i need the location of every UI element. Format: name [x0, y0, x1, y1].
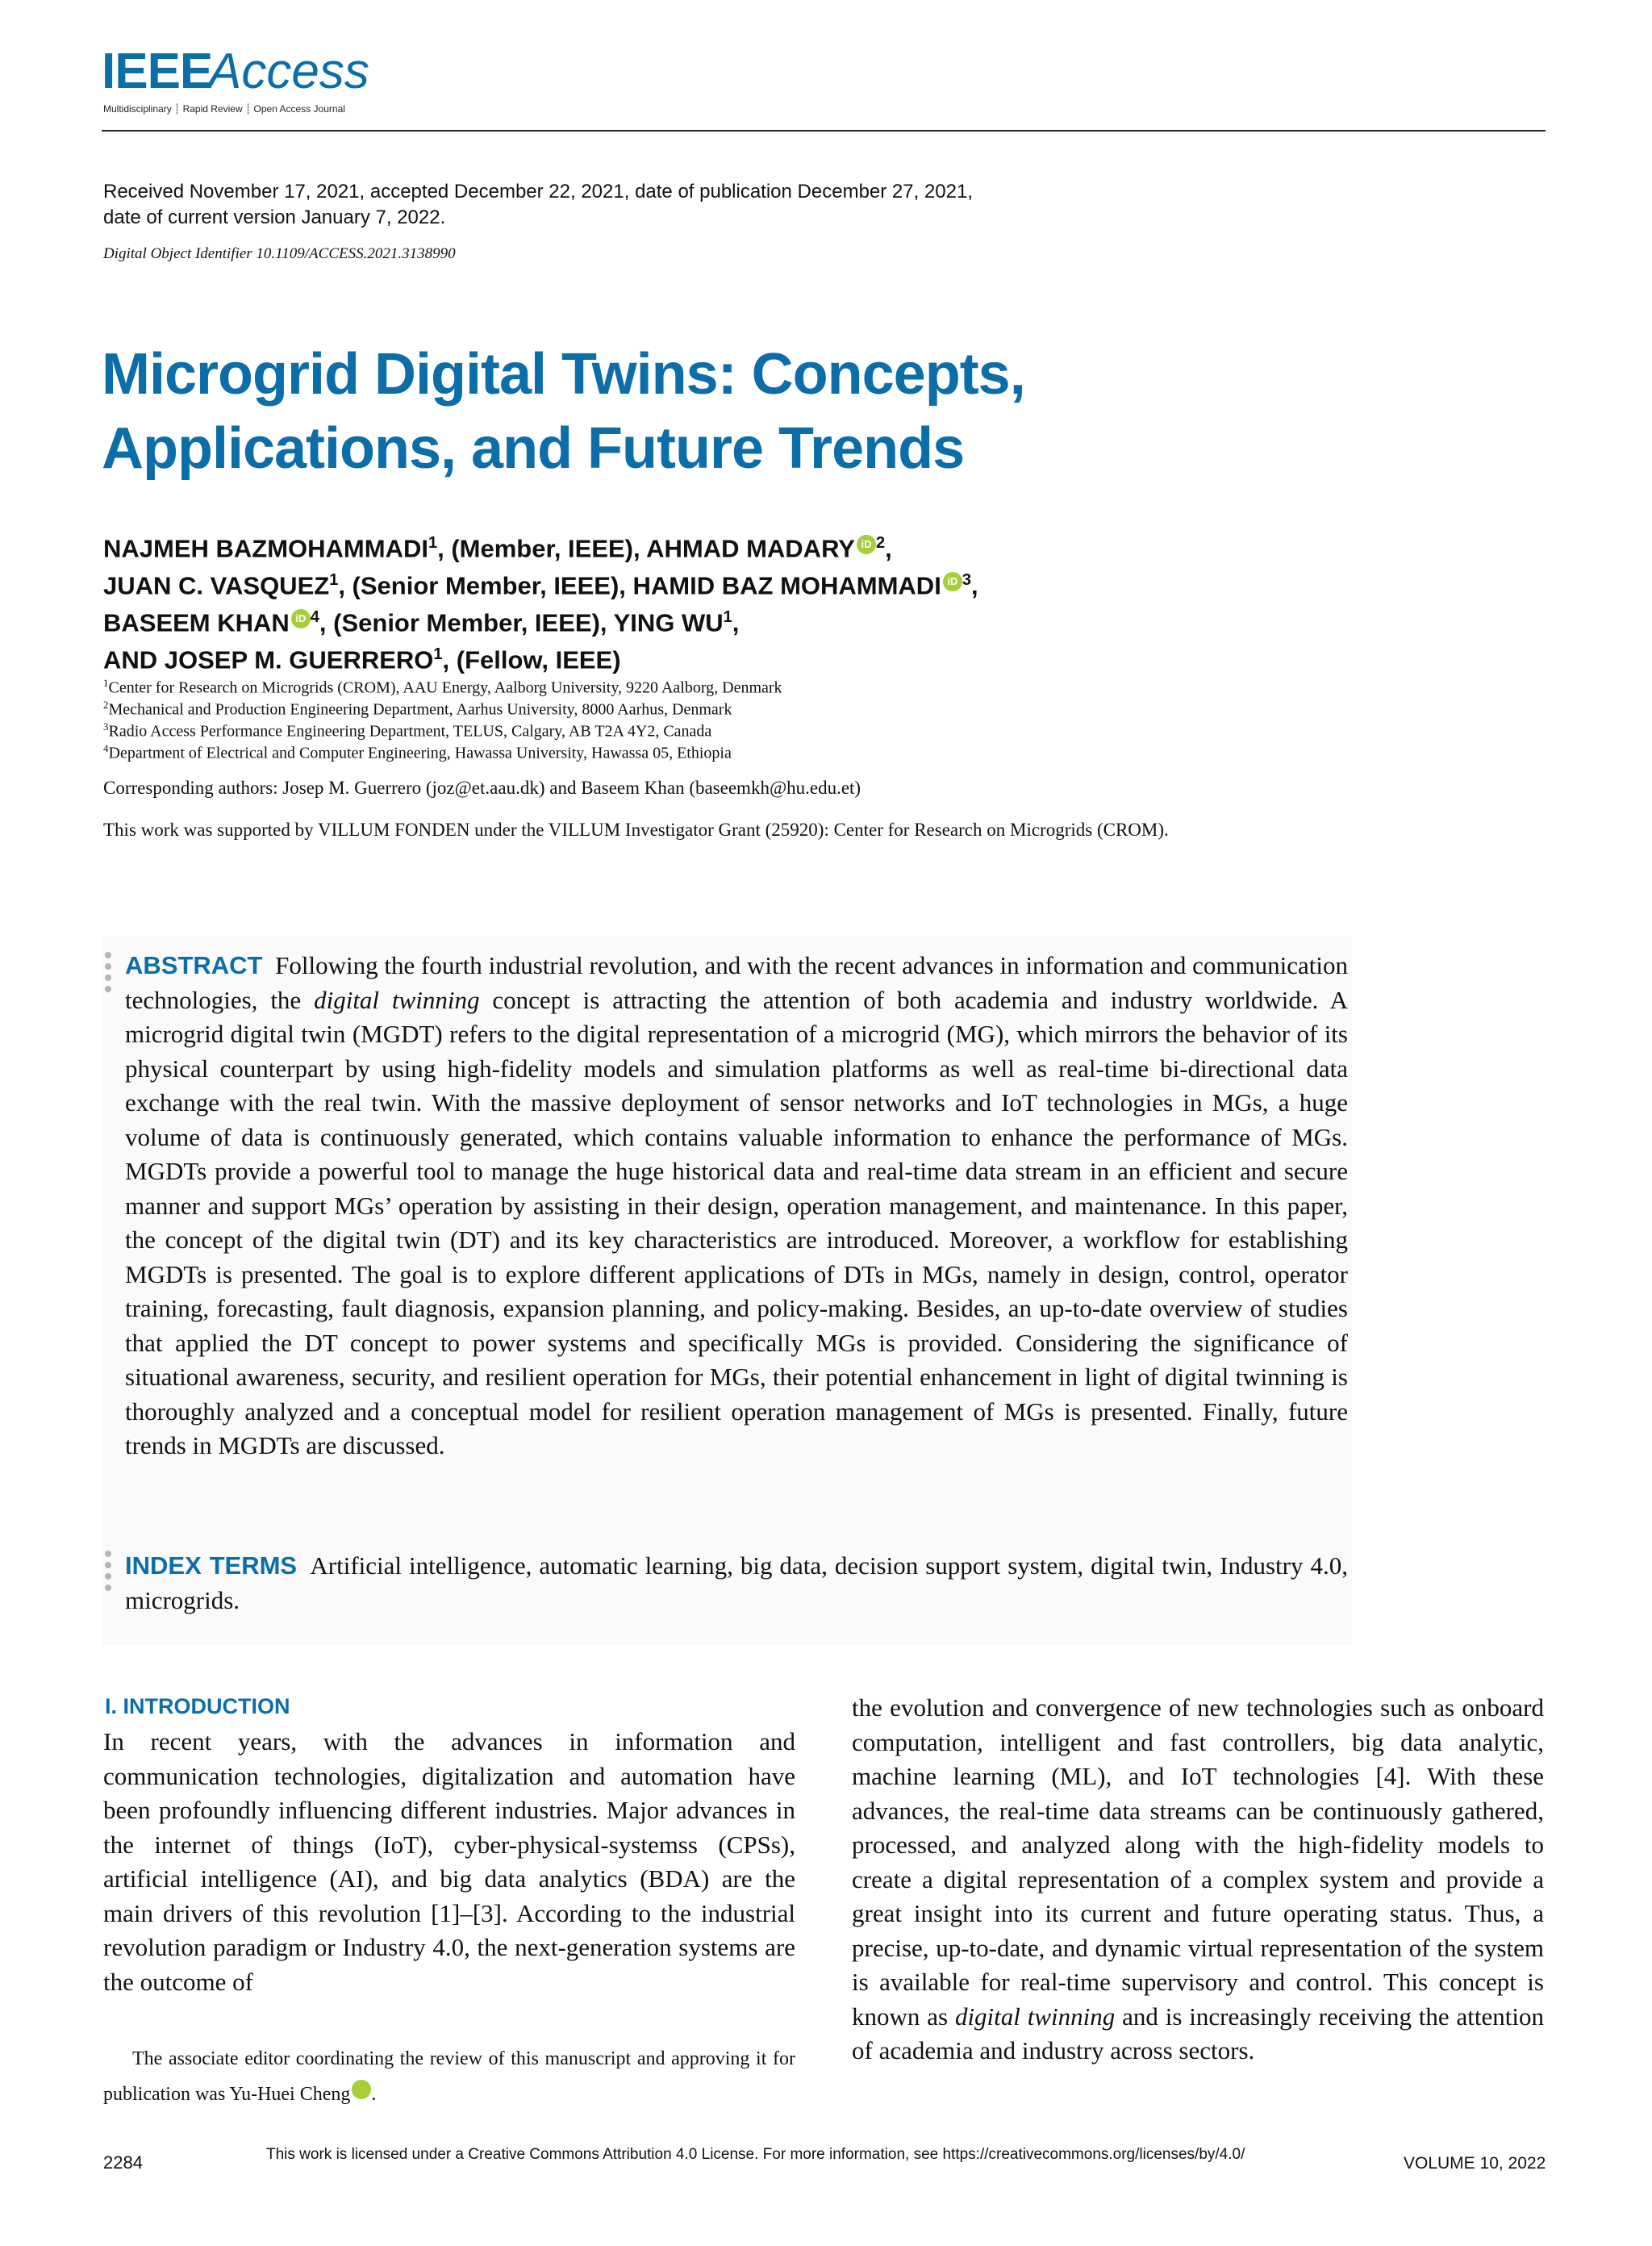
doi: Digital Object Identifier 10.1109/ACCESS.2021.3138990	[103, 245, 456, 262]
intro-text: and is increasingly receiving the attention of academia and industry across sectors.	[852, 2002, 1545, 2064]
affiliation-number: 3	[103, 720, 109, 733]
received-dates-line2: date of current version January 7, 2022.	[103, 207, 446, 228]
orcid-icon[interactable]: iD	[352, 2080, 371, 2099]
orcid-icon[interactable]: iD	[291, 609, 311, 628]
index-terms-heading: INDEX TERMS	[125, 1551, 298, 1580]
author-affil-sup: 4	[310, 608, 319, 626]
journal-logo-ieee: IEEE	[102, 44, 213, 99]
intro-text: the evolution and convergence of new technologies such as onboard computation, intelligent and fast controllers, big data analytic, machine learning (ML), and IoT technologies [4]. With these advances, the real-time data streams can be continuously gathered, processed, and analyzed along with the high-fidelity models to create a digital representation of a complex system and provide a great insight into its current and future operating status. Thus, a precise, up-to-date, and dynamic virtual representation of the system is available for real-time supervisory and control. This concept is known as	[852, 1693, 1544, 2031]
received-dates-line1: Received November 17, 2021, accepted December 22, 2021, date of publication December 27, 2021,	[103, 181, 974, 202]
abstract-heading: ABSTRACT	[125, 951, 263, 979]
paper-title: Microgrid Digital Twins: Concepts, Applications, and Future Trends	[102, 342, 1025, 481]
affiliation	[103, 743, 732, 762]
author-name: BASEEM KHAN	[103, 608, 290, 637]
orcid-icon[interactable]: iD	[943, 572, 962, 591]
author-affil-sup: 3	[962, 571, 971, 589]
affiliation-number: 2	[103, 699, 109, 711]
volume-label: VOLUME 10, 2022	[1404, 2154, 1546, 2173]
affiliation	[103, 678, 782, 696]
index-terms-text: Artificial intelligence, automatic learning, big data, decision support system, digital twin, Industry 4.0, microgrids.	[125, 1551, 1348, 1614]
index-terms	[125, 1549, 1348, 1618]
author-line-4	[103, 646, 621, 672]
abstract-emphasis: digital twinning	[314, 985, 480, 1014]
affiliation-number: 1	[103, 677, 109, 689]
affiliation	[103, 699, 732, 718]
abstract-text: concept is attracting the attention of both academia and industry worldwide. A microgrid digital twin (MGDT) refers to the digital representation of a microgrid (MG), which mirrors the behavior of its physical counterpart by using high-fidelity models and simulation platforms as well as real-time bi-directional data exchange with the real twin. With the massive deployment of sensor networks and IoT technologies in MGs, a huge volume of data is continuously generated, which contains valuable information to enhance the performance of MGs. MGDTs provide a powerful tool to manage the huge historical data and real-time data stream in an efficient and secure manner and support MGs’ operation by assisting in their design, operation management, and maintenance. In this paper, the concept of the digital twin (DT) and its key characteristics are introduced. Moreover, a workflow for establishing MGDTs is presented. The goal is to explore different applications of DTs in MGs, namely in design, control, operator training, forecasting, fault diagnosis, expansion planning, and policy-making. Besides, an up-to-date overview of studies that applied the DT concept to power systems and specifically MGs is provided. Considering the significance of situational awareness, security, and resilient operation for MGs, their potential enhancement in light of digital twinning is thoroughly analyzed and a conceptual model for resilient operation management of MGs is presented. Finally, future trends in MGDTs are discussed.	[125, 985, 1348, 1459]
author-line-1	[103, 535, 892, 561]
author-name: JUAN C. VASQUEZ	[103, 571, 330, 600]
header-divider	[102, 130, 1546, 132]
abstract-text: Following the fourth industrial revolution, and with the recent advances in information and communication technologies, the	[125, 951, 1349, 1014]
section-heading-introduction: I. INTRODUCTION	[105, 1694, 290, 1718]
author-role: , (Member, IEEE),	[437, 534, 647, 563]
author-name: AHMAD MADARY	[646, 534, 855, 563]
author-affil-sup: 1	[433, 645, 443, 663]
journal-logo-access: Access	[208, 44, 369, 99]
author-name: NAJMEH BAZMOHAMMADI	[103, 534, 428, 563]
affiliation	[103, 721, 711, 740]
author-affil-sup: 2	[875, 534, 886, 552]
author-name: AND JOSEP M. GUERRERO	[103, 645, 434, 674]
author-separator: ,	[970, 571, 978, 600]
author-affil-sup: 1	[428, 534, 438, 552]
affiliation-text: Mechanical and Production Engineering Department, Aarhus University, 8000 Aarhus, Denmark	[108, 700, 732, 719]
author-role: , (Fellow, IEEE)	[442, 645, 621, 674]
footnote-text: The associate editor coordinating the review of this manuscript and approving it for publication was Yu-Huei Cheng	[103, 2048, 795, 2105]
intro-left-column: In recent years, with the advances in information and communication technologies, digitalization and automation have been profoundly influencing different industries. Major advances in the internet of things (IoT), cyber-physical-systemss (CPSs), artificial intelligence (AI), and big data analytics (BDA) are the main drivers of this revolution [1]–[3]. According to the industrial revolution paradigm or Industry 4.0, the next-generation systems are the outcome of	[103, 1727, 795, 1996]
license-notice: This work is licensed under a Creative Commons Attribution 4.0 License. For more information, see https://creativecommons.org/licenses/by/4.0/	[266, 2146, 1245, 2163]
author-name: YING WU	[613, 608, 724, 637]
journal-tagline: Multidisciplinary ┊ Rapid Review ┊ Open Access Journal	[103, 103, 345, 115]
funding-statement: This work was supported by VILLUM FONDEN under the VILLUM Investigator Grant (25920): Center for Research on Microgrids (CROM).	[103, 820, 1169, 840]
orcid-icon[interactable]: iD	[857, 535, 876, 554]
intro-emphasis: digital twinning	[954, 2002, 1116, 2031]
affiliation-text: Radio Access Performance Engineering Department, TELUS, Calgary, AB T2A 4Y2, Canada	[108, 722, 712, 741]
affiliation-number: 4	[103, 742, 109, 754]
author-line-2	[103, 572, 978, 598]
author-separator: ,	[732, 608, 740, 637]
author-separator: ,	[885, 534, 892, 563]
author-role: , (Senior Member, IEEE),	[338, 571, 633, 600]
abstract-marker-icon	[105, 952, 113, 997]
intro-right-column	[852, 1691, 1544, 2069]
corresponding-authors: Corresponding authors: Josep M. Guerrero (joz@et.aau.dk) and Baseem Khan (baseemkh@hu.edu.et)	[103, 778, 861, 798]
index-terms-marker-icon	[105, 1551, 113, 1596]
abstract	[125, 949, 1348, 1463]
page-number: 2284	[103, 2152, 143, 2173]
author-affil-sup: 1	[329, 571, 339, 589]
editor-footnote	[103, 2041, 795, 2112]
author-name: HAMID BAZ MOHAMMADI	[632, 571, 941, 600]
affiliation-text: Department of Electrical and Computer Engineering, Hawassa University, Hawassa 05, Ethiopia	[108, 744, 732, 762]
author-role: , (Senior Member, IEEE),	[319, 608, 614, 637]
author-affil-sup: 1	[723, 608, 732, 626]
affiliation-text: Center for Research on Microgrids (CROM), AAU Energy, Aalborg University, 9220 Aalborg, Denmark	[108, 678, 782, 697]
author-line-3	[103, 609, 739, 635]
footnote-end: .	[371, 2084, 377, 2105]
